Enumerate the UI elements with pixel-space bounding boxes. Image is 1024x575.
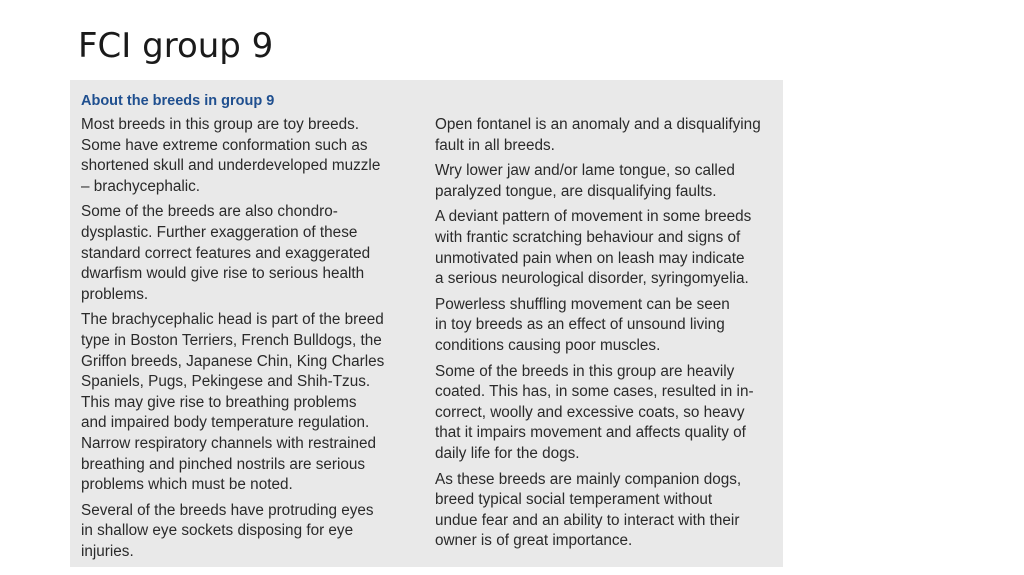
text-line: Some of the breeds in this group are heavily — [435, 362, 735, 380]
text-line: breathing and pinched nostrils are serious — [81, 455, 366, 473]
text-line: dysplastic. Further exaggeration of these — [81, 223, 358, 241]
text-line: As these breeds are mainly companion dogs, — [435, 470, 742, 488]
text-line: in shallow eye sockets disposing for eye — [81, 522, 354, 540]
paragraph — [81, 310, 416, 495]
text-line: – brachycephalic. — [81, 177, 201, 195]
text-line: owner is of great importance. — [435, 532, 633, 550]
text-line: This may give rise to breathing problems — [81, 393, 357, 411]
text-line: Most breeds in this group are toy breeds. — [81, 116, 360, 133]
paragraph — [81, 115, 416, 197]
breed-info-panel — [70, 80, 783, 567]
text-line: A deviant pattern of movement in some breeds — [435, 208, 752, 226]
text-line: that it impairs movement and affects quality of — [435, 424, 746, 442]
text-line: Powerless shuffling movement can be seen — [435, 295, 730, 313]
text-line: Narrow respiratory channels with restrained — [81, 434, 377, 452]
text-line: Some have extreme conformation such as — [81, 136, 368, 154]
paragraph — [435, 362, 783, 465]
text-line: paralyzed tongue, are disqualifying faults. — [435, 182, 717, 200]
text-line: and impaired body temperature regulation. — [81, 414, 370, 432]
paragraph — [435, 295, 783, 357]
text-line: fault in all breeds. — [435, 136, 555, 154]
paragraph — [435, 470, 783, 552]
text-line: Several of the breeds have protruding eyes — [81, 501, 374, 519]
text-line: injuries. — [81, 542, 134, 560]
text-line: standard correct features and exaggerated — [81, 244, 371, 262]
text-line: correct, woolly and excessive coats, so heavy — [435, 403, 745, 421]
text-line: shortened skull and underdeveloped muzzle — [81, 157, 381, 175]
text-line: dwarfism would give rise to serious health — [81, 265, 365, 283]
right-column — [435, 115, 783, 557]
text-line: type in Boston Terriers, French Bulldogs, the — [81, 331, 382, 349]
paragraph — [435, 115, 783, 156]
left-column — [81, 115, 416, 567]
text-line: daily life for the dogs. — [435, 444, 580, 462]
text-line: Open fontanel is an anomaly and a disqualifying — [435, 116, 761, 133]
text-line: Some of the breeds are also chondro- — [81, 203, 338, 221]
text-line: undue fear and an ability to interact with their — [435, 511, 740, 529]
text-line: problems. — [81, 285, 149, 303]
text-line: breed typical social temperament without — [435, 491, 713, 509]
text-line: unmotivated pain when on leash may indicate — [435, 249, 745, 267]
paragraph — [81, 501, 416, 563]
text-line: Spaniels, Pugs, Pekingese and Shih-Tzus. — [81, 373, 371, 391]
text-line: problems which must be noted. — [81, 476, 293, 494]
paragraph — [435, 161, 783, 202]
panel-heading: About the breeds in group 9 — [81, 93, 275, 109]
text-line: Wry lower jaw and/or lame tongue, so called — [435, 162, 735, 180]
paragraph — [81, 202, 416, 305]
slide-title: FCI group 9 — [78, 26, 274, 66]
text-line: The brachycephalic head is part of the breed — [81, 311, 384, 329]
text-line: in toy breeds as an effect of unsound living — [435, 316, 725, 334]
text-line: with frantic scratching behaviour and signs of — [435, 228, 741, 246]
paragraph — [435, 207, 783, 289]
text-line: Griffon breeds, Japanese Chin, King Charles — [81, 352, 385, 370]
text-line: conditions causing poor muscles. — [435, 336, 661, 354]
text-line: coated. This has, in some cases, resulted in in- — [435, 383, 754, 401]
text-line: a serious neurological disorder, syringomyelia. — [435, 270, 749, 288]
